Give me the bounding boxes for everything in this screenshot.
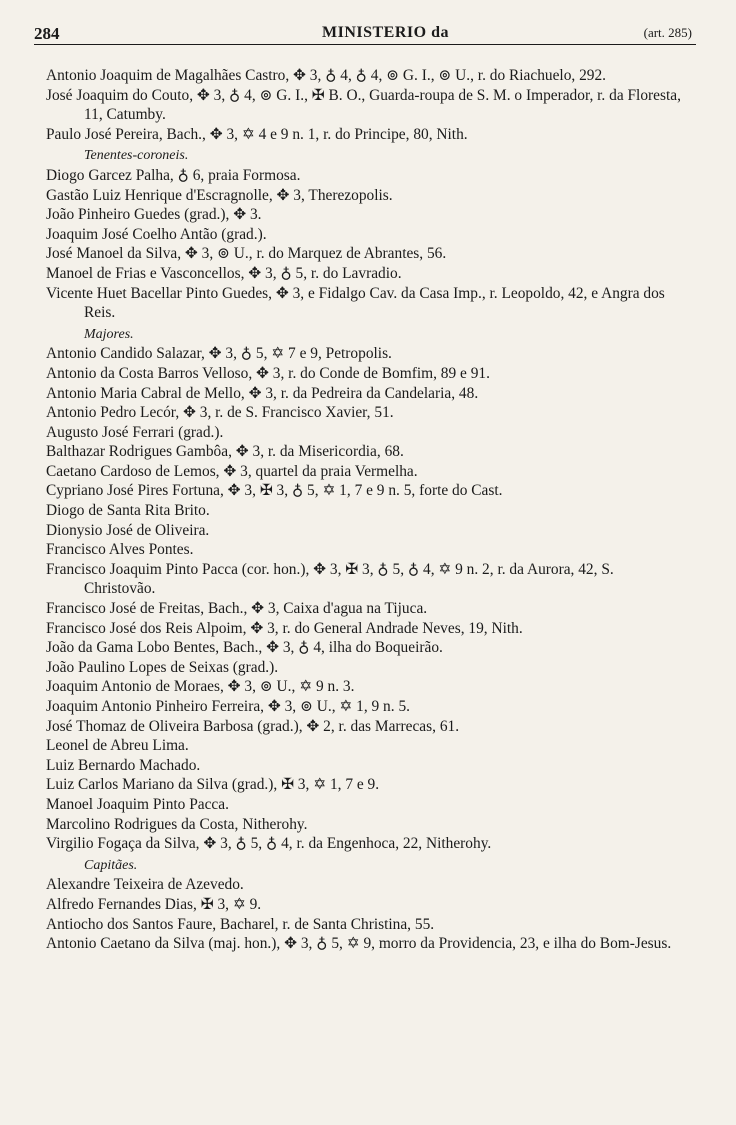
roster-entry: Caetano Cardoso de Lemos, ✥ 3, quartel da praia Vermelha. <box>46 462 418 480</box>
roster-entry: José Manoel da Silva, ✥ 3, ⊚ U., r. do Marquez de Abrantes, 56. <box>46 245 447 263</box>
roster-entry: Virgilio Fogaça da Silva, ✥ 3, ♁ 5, ♁ 4, r. da Engenhoca, 22, Nitherohy. <box>46 835 492 853</box>
roster-entry: Luiz Bernardo Machado. <box>46 756 201 774</box>
roster-entry: Diogo de Santa Rita Brito. <box>46 502 210 520</box>
roster-entry: Leonel de Abreu Lima. <box>46 737 189 755</box>
roster-entry: Cypriano José Pires Fortuna, ✥ 3, ✠ 3, ♁ 5, ✡ 1, 7 e 9 n. 5, forte do Cast. <box>46 482 503 500</box>
roster-entry: Vicente Huet Bacellar Pinto Guedes, ✥ 3, e Fidalgo Cav. da Casa Imp., r. Leopoldo, 42, e Angra dos Reis. <box>46 284 665 322</box>
roster-entry: Joaquim Antonio de Moraes, ✥ 3, ⊚ U., ✡ 9 n. 3. <box>46 678 355 696</box>
roster-entry: Francisco José de Freitas, Bach., ✥ 3, Caixa d'agua na Tijuca. <box>46 600 428 618</box>
roster-entry: Antonio Caetano da Silva (maj. hon.), ✥ 3, ♁ 5, ✡ 9, morro da Providencia, 23, e ilha do Bom-Jesus. <box>46 935 672 953</box>
roster-entry: João Pinheiro Guedes (grad.), ✥ 3. <box>46 206 262 224</box>
running-title: MINISTERIO da <box>322 24 449 41</box>
roster-entry: Antonio Candido Salazar, ✥ 3, ♁ 5, ✡ 7 e 9, Petropolis. <box>46 345 392 363</box>
roster-entry: João da Gama Lobo Bentes, Bach., ✥ 3, ♁ 4, ilha do Boqueirão. <box>46 639 443 657</box>
roster-entry: Antonio Joaquim de Magalhães Castro, ✥ 3, ♁ 4, ♁ 4, ⊚ G. I., ⊚ U., r. do Riachuelo, 292. <box>46 67 607 84</box>
roster-entry: José Thomaz de Oliveira Barbosa (grad.), ✥ 2, r. das Marrecas, 61. <box>46 717 460 735</box>
page-number: 284 <box>34 24 60 43</box>
roster-entry: Antonio da Costa Barros Velloso, ✥ 3, r. do Conde de Bomfim, 89 e 91. <box>46 364 490 382</box>
roster-entry: Manoel Joaquim Pinto Pacca. <box>46 795 229 813</box>
roster-entry: João Paulino Lopes de Seixas (grad.). <box>46 658 279 676</box>
roster-entry: Francisco Alves Pontes. <box>46 541 194 559</box>
roster-entry: José Joaquim do Couto, ✥ 3, ♁ 4, ⊚ G. I., ✠ B. O., Guarda-roupa de S. M. o Imperador, r. da Floresta, 11, Catumby. <box>46 86 681 124</box>
roster-entry: Gastão Luiz Henrique d'Escragnolle, ✥ 3, Therezopolis. <box>46 186 393 204</box>
document-body <box>46 66 686 954</box>
roster-entry: Francisco José dos Reis Alpoim, ✥ 3, r. do General Andrade Neves, 19, Nith. <box>46 619 523 637</box>
roster-entry: Joaquim José Coelho Antão (grad.). <box>46 225 267 243</box>
section-heading: Capitães. <box>84 857 138 873</box>
roster-entry: Manoel de Frias e Vasconcellos, ✥ 3, ♁ 5, r. do Lavradio. <box>46 264 402 282</box>
roster-entry: Antiocho dos Santos Faure, Bacharel, r. de Santa Christina, 55. <box>46 915 435 933</box>
roster-entry: Antonio Pedro Lecór, ✥ 3, r. de S. Francisco Xavier, 51. <box>46 404 394 422</box>
roster-entry: Paulo José Pereira, Bach., ✥ 3, ✡ 4 e 9 n. 1, r. do Principe, 80, Nith. <box>46 125 468 143</box>
roster-entry: Diogo Garcez Palha, ♁ 6, praia Formosa. <box>46 166 301 184</box>
page-header <box>34 22 696 45</box>
section-heading: Tenentes-coroneis. <box>84 148 189 164</box>
section-heading: Majores. <box>84 326 134 342</box>
roster-entry: Alexandre Teixeira de Azevedo. <box>46 876 244 894</box>
roster-entry: Dionysio José de Oliveira. <box>46 521 210 539</box>
roster-entry: Augusto José Ferrari (grad.). <box>46 423 224 441</box>
roster-entry: Antonio Maria Cabral de Mello, ✥ 3, r. da Pedreira da Candelaria, 48. <box>46 384 479 402</box>
roster-entry: Marcolino Rodrigues da Costa, Nitherohy. <box>46 815 308 833</box>
article-reference: (art. 285) <box>643 25 692 40</box>
roster-entry: Alfredo Fernandes Dias, ✠ 3, ✡ 9. <box>46 895 262 913</box>
roster-entry: Joaquim Antonio Pinheiro Ferreira, ✥ 3, ⊚ U., ✡ 1, 9 n. 5. <box>46 698 410 715</box>
roster-entry: Balthazar Rodrigues Gambôa, ✥ 3, r. da Misericordia, 68. <box>46 443 404 461</box>
roster-entry: Luiz Carlos Mariano da Silva (grad.), ✠ 3, ✡ 1, 7 e 9. <box>46 776 380 794</box>
roster-entry: Francisco Joaquim Pinto Pacca (cor. hon.), ✥ 3, ✠ 3, ♁ 5, ♁ 4, ✡ 9 n. 2, r. da Aurora, 42, S. Christovão. <box>46 560 614 598</box>
